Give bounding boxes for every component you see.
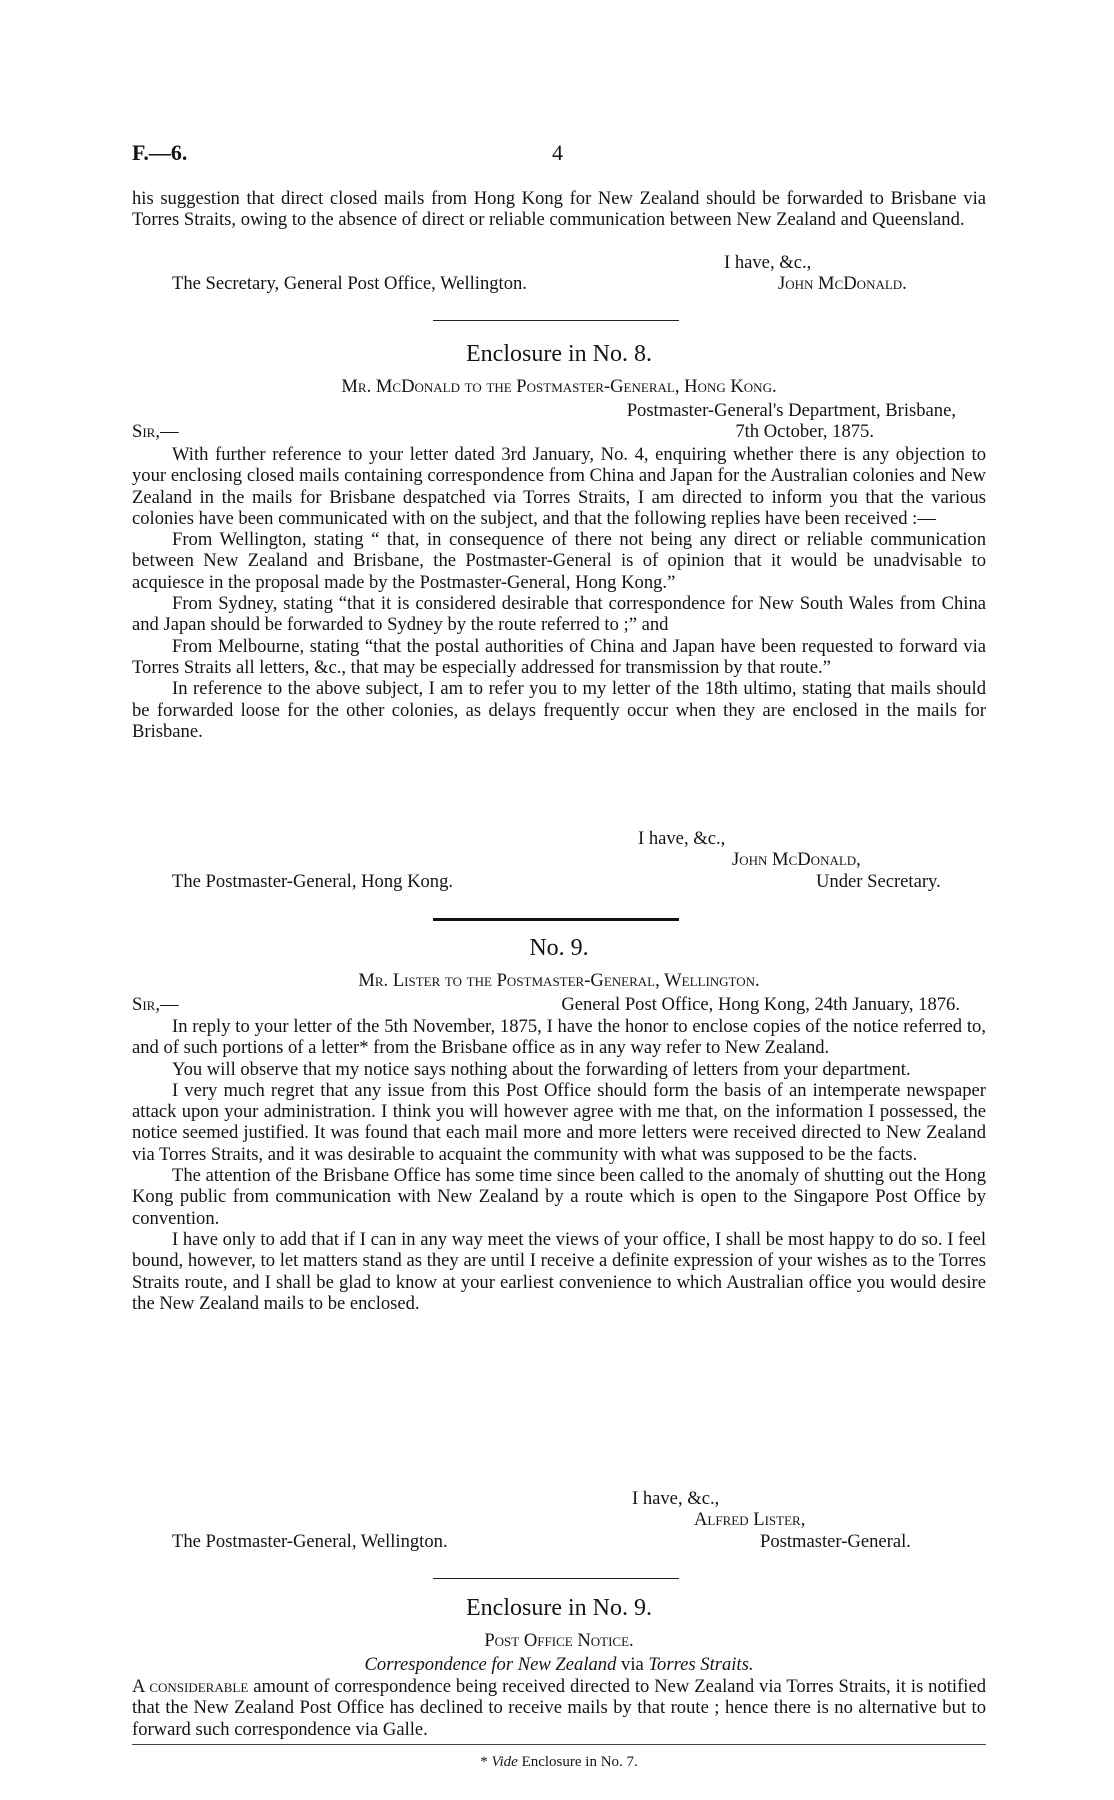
caption-via: via bbox=[621, 1654, 644, 1675]
intro-paragraph: his suggestion that direct closed mails from Hong Kong for New Zealand should be forwarded to Brisbane via Torres Straits, owing to the absence of direct or reliable communication between New Zealand and Queensland. bbox=[132, 188, 986, 231]
no9-paragraph: You will observe that my notice says nothing about the forwarding of letters from your department. bbox=[172, 1058, 911, 1080]
enclosure9-caption bbox=[132, 1654, 986, 1675]
enclosure8-dept: Postmaster-General's Department, Brisbane, bbox=[626, 400, 956, 421]
caption-part-a: Correspondence for New Zealand bbox=[364, 1654, 617, 1675]
no9-paragraph: In reply to your letter of the 5th November, 1875, I have the honor to enclose copies of the notice referred to, and of such portions of a letter* from the Brisbane office as in any way refer to New Zealand. bbox=[132, 1016, 986, 1059]
enclosure8-sig-title: Under Secretary. bbox=[816, 870, 941, 892]
enclosure8-date: 7th October, 1875. bbox=[735, 421, 874, 443]
no9-title: No. 9. bbox=[529, 935, 589, 961]
section-divider-thick bbox=[433, 918, 679, 921]
enclosure8-paragraph: From Melbourne, stating “that the postal authorities of China and Japan have been requested to forward via Torres Straits all letters, &c., that may be especially addressed for transmission by that route.” bbox=[132, 635, 986, 678]
enclosure8-paragraph: From Sydney, stating “that it is considered desirable that correspondence for New South Wales from China and Japan should be forwarded to Sydney by the route referred to ;” and bbox=[132, 593, 986, 636]
enclosure8-paragraph: In reference to the above subject, I am to refer you to my letter of the 18th ultimo, stating that mails should be forwarded loose for the other colonies, as delays frequently occur when they are enclosed in the mails for Brisbane. bbox=[132, 678, 986, 742]
enclosure8-body bbox=[132, 444, 986, 742]
enclosure8-signature: John McDonald, bbox=[732, 849, 861, 871]
enclosure8-signoff bbox=[132, 828, 986, 892]
enclosure9-title: Enclosure in No. 9. bbox=[466, 1595, 652, 1621]
footnote-vide: Vide bbox=[491, 1754, 518, 1770]
intro-signoff bbox=[132, 252, 986, 295]
no9-paragraph: I very much regret that any issue from this Post Office should form the basis of an intemperate newspaper attack upon your administration. I think you will however agree with me that, on the information I possessed, the notice seemed justified. It was found that each mail more and more letters were received directed to New Zealand via Torres Straits, and it was desirable to acquaint the community with what was supposed to be the facts. bbox=[132, 1079, 986, 1165]
footnote-rule bbox=[132, 1744, 986, 1745]
section-divider bbox=[433, 1578, 679, 1579]
enclosure8-salutation: Sir,— bbox=[132, 421, 179, 443]
caption-part-b: Torres Straits. bbox=[648, 1654, 754, 1675]
no9-body bbox=[132, 1016, 986, 1314]
enclosure8-addressee: The Postmaster-General, Hong Kong. bbox=[172, 870, 454, 892]
notice-text: amount of correspondence being received directed to New Zealand via Torres Straits, it is notified that the New Zealand Post Office has declined to receive mails by that route ; hence there is no alternative but to forward such correspondence via Galle. bbox=[132, 1676, 987, 1740]
notice-lead: A considerable bbox=[132, 1676, 249, 1697]
enclosure9-notice bbox=[132, 1676, 986, 1740]
no9-date: General Post Office, Hong Kong, 24th January, 1876. bbox=[561, 994, 960, 1015]
enclosure8-subtitle: Mr. McDonald to the Postmaster-General, Hong Kong. bbox=[341, 376, 777, 397]
enclosure8-closing: I have, &c., bbox=[638, 828, 726, 849]
intro-closing: I have, &c., bbox=[724, 252, 812, 273]
intro-signature: John McDonald. bbox=[778, 273, 907, 295]
enclosure9-subtitle: Post Office Notice. bbox=[484, 1630, 634, 1651]
enclosure8-dateline bbox=[132, 400, 986, 443]
page-number: 4 bbox=[552, 140, 563, 165]
no9-paragraph: The attention of the Brisbane Office has some time since been called to the anomaly of shutting out the Hong Kong public from communication with New Zealand by a route which is open to the Singapore Post Office by convention. bbox=[132, 1165, 986, 1229]
footnote-mark: * bbox=[480, 1754, 488, 1770]
page-header bbox=[132, 140, 982, 170]
enclosure8-title: Enclosure in No. 8. bbox=[466, 341, 652, 367]
enclosure8-paragraph: From Wellington, stating “ that, in consequence of there not being any direct or reliable communication between New Zealand and Brisbane, the Postmaster-General is of opinion that it would be unadvisable to acquiesce in the proposal made by the Postmaster-General, Hong Kong.” bbox=[132, 529, 986, 593]
section-divider bbox=[433, 320, 679, 321]
no9-sig-title: Postmaster-General. bbox=[760, 1530, 911, 1552]
footnote-text: Enclosure in No. 7. bbox=[521, 1754, 638, 1770]
no9-salutation: Sir,— bbox=[132, 994, 179, 1015]
no9-dateline bbox=[132, 994, 986, 1015]
no9-closing: I have, &c., bbox=[632, 1488, 720, 1509]
enclosure8-paragraph: With further reference to your letter dated 3rd January, No. 4, enquiring whether there is any objection to your enclosing closed mails containing correspondence from China and Japan for the Australian colonies and New Zealand in the mails for Brisbane despatched via Torres Straits, I am directed to inform you that the various colonies have been communicated with on the subject, and that the following replies have been received :— bbox=[132, 444, 986, 529]
intro-addressee: The Secretary, General Post Office, Wellington. bbox=[172, 273, 527, 295]
no9-paragraph: I have only to add that if I can in any way meet the views of your office, I shall be most happy to do so. I feel bound, however, to let matters stand as they are until I receive a definite expression of your wishes as to the Torres Straits route, and I shall be glad to know at your earliest convenience to which Australian office you would desire the New Zealand mails to be enclosed. bbox=[132, 1228, 986, 1314]
document-code: F.—6. bbox=[132, 140, 188, 165]
footnote bbox=[132, 1752, 986, 1773]
no9-subtitle: Mr. Lister to the Postmaster-General, Wellington. bbox=[358, 970, 760, 991]
no9-signoff bbox=[132, 1488, 986, 1552]
no9-addressee: The Postmaster-General, Wellington. bbox=[172, 1530, 448, 1552]
no9-signature: Alfred Lister, bbox=[694, 1509, 806, 1531]
